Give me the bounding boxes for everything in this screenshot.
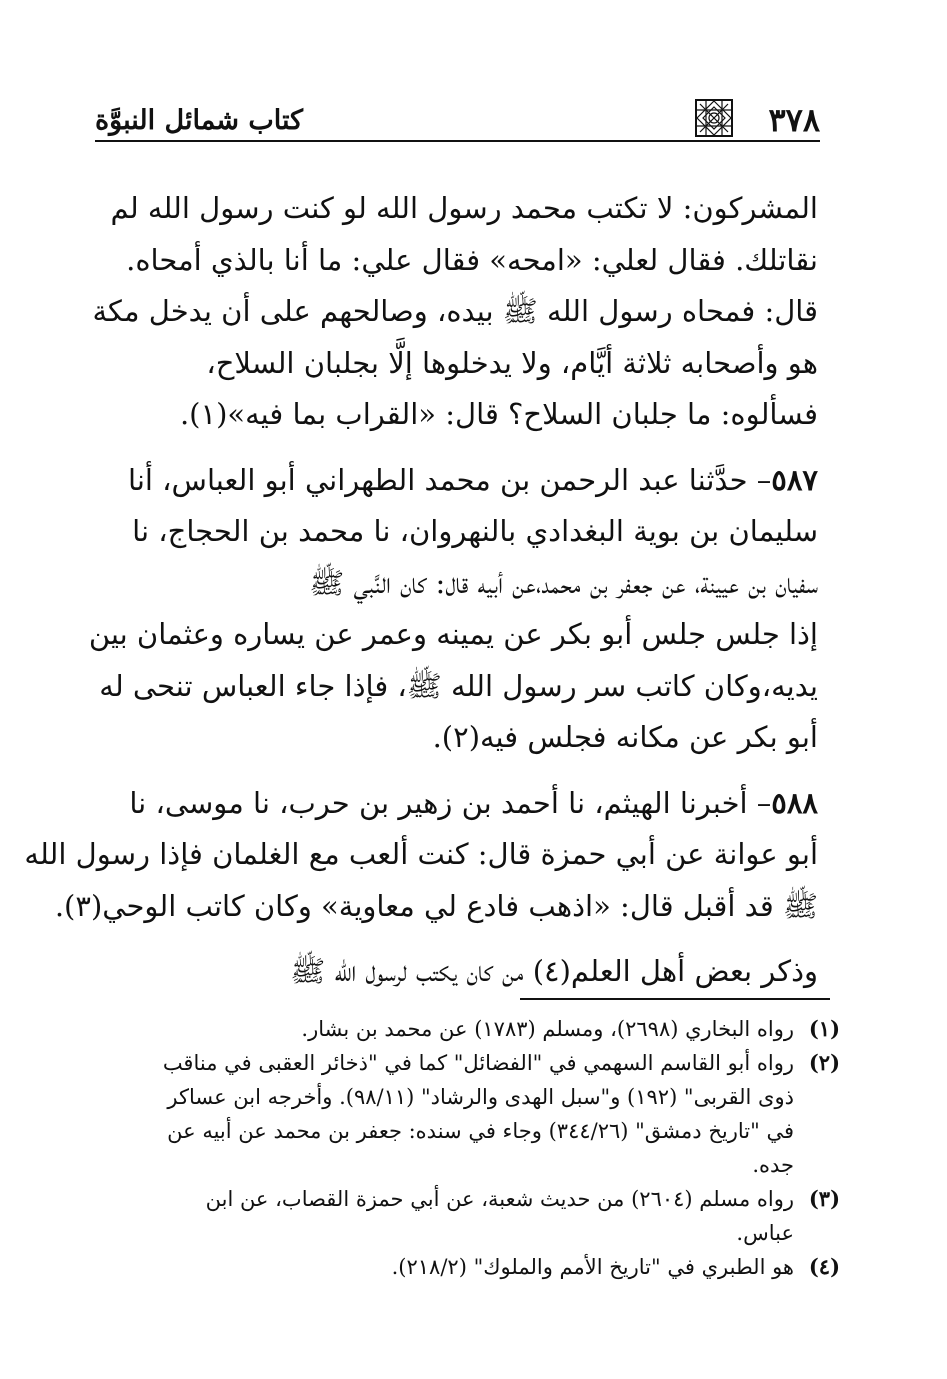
footnote-mark: (٣) bbox=[808, 1186, 840, 1211]
text-line: يديه،وكان كاتب سر رسول الله ﷺ، فإذا جاء العباس تنحى له bbox=[99, 668, 818, 703]
text-fragment: – حدَّثنا عبد الرحمن بن محمد الطهراني أبو العباس، أنا bbox=[128, 462, 772, 497]
text-fragment: – أخبرنا الهيثم، نا أحمد بن زهير بن حرب، نا موسى، نا bbox=[129, 785, 772, 820]
footnote-line: جده. bbox=[752, 1153, 794, 1177]
ornament-icon bbox=[694, 98, 734, 138]
text-line: قال: فمحاه رسول الله ﷺ بيده، وصالحهم على أن يدخل مكة bbox=[92, 294, 818, 328]
paragraph-continuation bbox=[92, 183, 818, 441]
footnote-line: هو الطبري في "تاريخ الأمم والملوك" (٢١٨/٢). bbox=[391, 1255, 794, 1279]
text-line: المشركون: لا تكتب محمد رسول الله لو كنت رسول الله لم bbox=[110, 191, 818, 225]
hadith-588 bbox=[24, 778, 818, 933]
footnote-line: رواه البخاري (٢٦٩٨)، ومسلم (١٧٨٣) عن محمد بن بشار. bbox=[301, 1017, 794, 1041]
book-title: كتاب شمائل النبوَّة bbox=[95, 105, 303, 136]
text-line: سفيان بن عيينة، عن جعفر بن محمد،عن أبيه قال: كان النَّبي ﷺ bbox=[309, 565, 818, 600]
footnote-mark: (٢) bbox=[808, 1050, 840, 1075]
text-line: أبو عوانة عن أبي حمزة قال: كنت ألعب مع الغلمان فإذا رسول الله bbox=[24, 837, 818, 871]
header-rule bbox=[95, 140, 820, 142]
footnote-text bbox=[100, 1046, 794, 1182]
text-line: نقاتلك. فقال لعلي: «امحه» فقال علي: ما أنا بالذي أمحاه. bbox=[126, 242, 818, 277]
page-header bbox=[95, 94, 820, 144]
footnote-line: في "تاريخ دمشق" (٣٤٤/٢٦) وجاء في سنده: جعفر بن محمد عن أبيه عن bbox=[167, 1119, 794, 1143]
text-line: ﷺ قد أقبل قال: «اذهب فادع لي معاوية» وكان كاتب الوحي(٣). bbox=[54, 888, 818, 923]
hadith-number: ٥٨٨ bbox=[771, 785, 818, 820]
footnote-2 bbox=[100, 1046, 840, 1182]
footnote-4 bbox=[100, 1250, 840, 1284]
hadith-number: ٥٨٧ bbox=[771, 462, 818, 497]
footnote-text bbox=[100, 1182, 794, 1250]
footnotes bbox=[100, 1012, 840, 1284]
footnote-1 bbox=[100, 1012, 840, 1046]
main-text bbox=[24, 183, 818, 998]
text-line bbox=[100, 455, 818, 507]
text-line: هو وأصحابه ثلاثة أيَّام، ولا يدخلوها إلَّا بجلبان السلاح، bbox=[206, 345, 818, 380]
footnote-separator bbox=[520, 998, 830, 1000]
text-line: سليمان بن بوية البغدادي بالنهروان، نا محمد بن الحجاج، نا bbox=[132, 514, 818, 548]
text-line: وذكر بعض أهل العلم(٤) من كان يكتب لرسول الله ﷺ bbox=[290, 954, 818, 988]
footnote-mark: (٤) bbox=[808, 1254, 840, 1279]
paragraph-scribes bbox=[100, 946, 818, 998]
footnote-line: رواه أبو القاسم السهمي في "الفضائل" كما في "ذخائر العقبى في مناقب bbox=[162, 1051, 794, 1075]
hadith-587 bbox=[88, 455, 818, 764]
footnote-line: رواه مسلم (٢٦٠٤) من حديث شعبة، عن أبي حمزة القصاب، عن ابن bbox=[205, 1187, 794, 1211]
footnote-line: عباس. bbox=[736, 1221, 794, 1245]
footnote-line: ذوى القربى" (١٩٢) و"سبل الهدى والرشاد" (٩٨/١١). وأخرجه ابن عساكر bbox=[167, 1085, 794, 1109]
text-line: إذا جلس جلس أبو بكر عن يمينه وعمر عن يساره وعثمان بين bbox=[88, 617, 818, 651]
footnote-text bbox=[100, 1250, 794, 1284]
text-line bbox=[100, 778, 818, 830]
text-line: أبو بكر عن مكانه فجلس فيه(٢). bbox=[432, 720, 818, 754]
text-line: فسألوه: ما جلبان السلاح؟ قال: «القراب بما فيه»(١). bbox=[179, 397, 818, 431]
footnote-3 bbox=[100, 1182, 840, 1250]
page-number: ٣٧٨ bbox=[768, 101, 820, 139]
footnote-mark: (١) bbox=[808, 1016, 840, 1041]
footnote-text bbox=[100, 1012, 794, 1046]
